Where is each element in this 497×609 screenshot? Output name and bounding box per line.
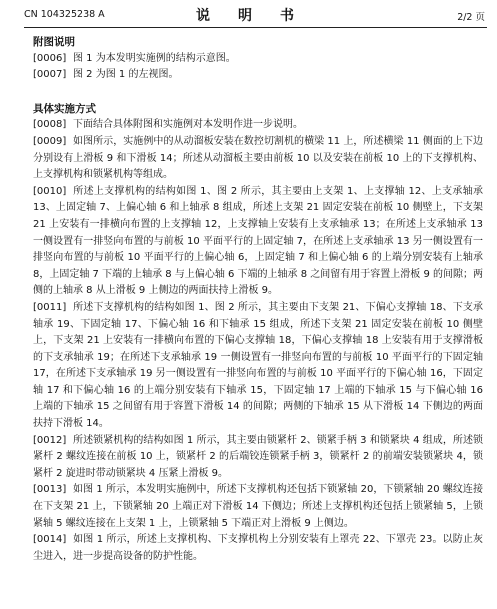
paragraph-number: [0014] [33,534,67,546]
paragraph-number: [0008] [33,119,67,131]
paragraph-number: [0009] [33,135,67,147]
paragraph-number: [0007] [33,69,67,81]
paragraph-text: 所述锁紧机构的结构如图 1 所示，其主要由锁紧杆 2、锁紧手柄 3 和锁紧块 4 组成，所述锁紧杆 2 螺纹连接在前板 10 上，锁紧杆 2 的后端铰连锁紧手柄 3，锁紧杆 2 的前端安装锁紧块 4，锁紧杆 2 旋进时带动锁紧块 4 压紧上滑板 9。 [33,434,483,479]
paragraph-text: 如图 1 所示，所述上支撑机构、下支撑机构上分别安装有上罩壳 22、下罩壳 23。以防止灰尘进入，进一步提高设备的防护性能。 [33,534,483,562]
header-divider [24,27,487,28]
document-body [33,34,483,565]
paragraph-text: 如图 1 所示，本发明实施例中，所述下支撑机构还包括下锁紧轴 20，下锁紧轴 20 螺纹连接在下支架 21 上，下锁紧轴 20 上端正对下滑板 14 下侧边；所述上支撑机构还包括上锁紧轴 5，上锁紧轴 5 螺纹连接在上支架 1 上，上锁紧轴 5 下端正对上滑板 9 上侧边。 [33,484,483,529]
paragraph-number: [0011] [33,301,67,313]
paragraph-number: [0013] [33,484,67,496]
paragraph [33,184,483,300]
paragraph-text: 所述下支撑机构的结构如图 1、图 2 所示，其主要由下支架 21、下偏心支撑轴 18、下支承轴承 19、下固定轴 17、下偏心轴 16 和下轴承 15 组成，所述下支架 21 固定安装在前板 10 侧壁上，下支架 21 上安装有一排横向布置的下偏心支撑轴 18，下偏心支撑轴 18 上安装有用于支撑滑板的下支承轴承 19；在所述下支承轴承 19 一侧设置有一排竖向布置的与前板 10 平面平行的下固定轴 17，在所述下支承轴承 19 另一侧设置有一排竖向布置的与前板 10 平面平行的下偏心轴 16，下固定轴 17 和下偏心轴 16 的上端分别安装有下轴承 15，下固定轴 17 上端的下轴承 15 与下偏心轴 16 上端的下轴承 15 之间留有用于容置下滑板 14 的间隙；两侧的下轴承 15 从下滑板 14 下侧边的两面扶持下滑板 14。 [33,301,483,430]
paragraph-number: [0006] [33,52,67,64]
publication-number: CN 104325238 A [24,9,105,20]
paragraph [33,433,483,483]
paragraph-text: 下面结合具体附图和实施例对本发明作进一步说明。 [73,119,303,131]
section-heading-figures: 附图说明 [33,36,75,48]
paragraph [33,300,483,433]
paragraph [33,482,483,532]
paragraph [33,51,483,68]
page-header [0,0,497,28]
paragraph-text: 所述上支撑机构的结构如图 1、图 2 所示，其主要由上支架 1、上支撑轴 12、上支承轴承 13、上固定轴 7、上偏心轴 6 和上轴承 8 组成，所述上支架 21 固定安装在前板 10 侧壁上，下支架 21 上安装有一排横向布置的上支撑轴 12，上支撑轴上安装有上支承轴承 13；在所述上支承轴承 13 一侧设置有一排竖向布置的与前板 10 平面平行的上固定轴 7，在所述上支承轴承 13 另一侧设置有一排竖向布置的与前板 10 平面平行的上偏心轴 6，上固定轴 7 和上偏心轴 6 的上端分别安装有上轴承 8，上固定轴 7 下端的上轴承 8 与上偏心轴 6 下端的上轴承 8 之间留有用于容置上滑板 9 的间隙；两侧的上轴承 8 从上滑板 9 上侧边的两面扶持上滑板 9。 [33,185,483,297]
paragraph [33,67,483,84]
paragraph-text: 如图所示，实施例中的从动溜板安装在数控切割机的横梁 11 上，所述横梁 11 侧面的上下边分别设有上滑板 9 和下滑板 14；所述从动溜板主要由前板 10 以及安装在前板 10 上的下支撑机构、上支撑机构和锁紧机构等组成。 [33,135,483,181]
paragraph-text: 图 2 为图 1 的左视图。 [73,69,179,81]
paragraph-number: [0010] [33,185,67,197]
paragraph [33,532,483,565]
section-gap [33,84,483,101]
document-title: 说 明 书 [196,8,301,24]
paragraph [33,117,483,134]
paragraph-number: [0012] [33,434,67,446]
paragraph-text: 图 1 为本发明实施例的结构示意图。 [73,52,236,64]
section-heading-embodiment: 具体实施方式 [33,102,96,115]
paragraph [33,134,483,184]
page-number: 2/2 页 [457,12,485,23]
